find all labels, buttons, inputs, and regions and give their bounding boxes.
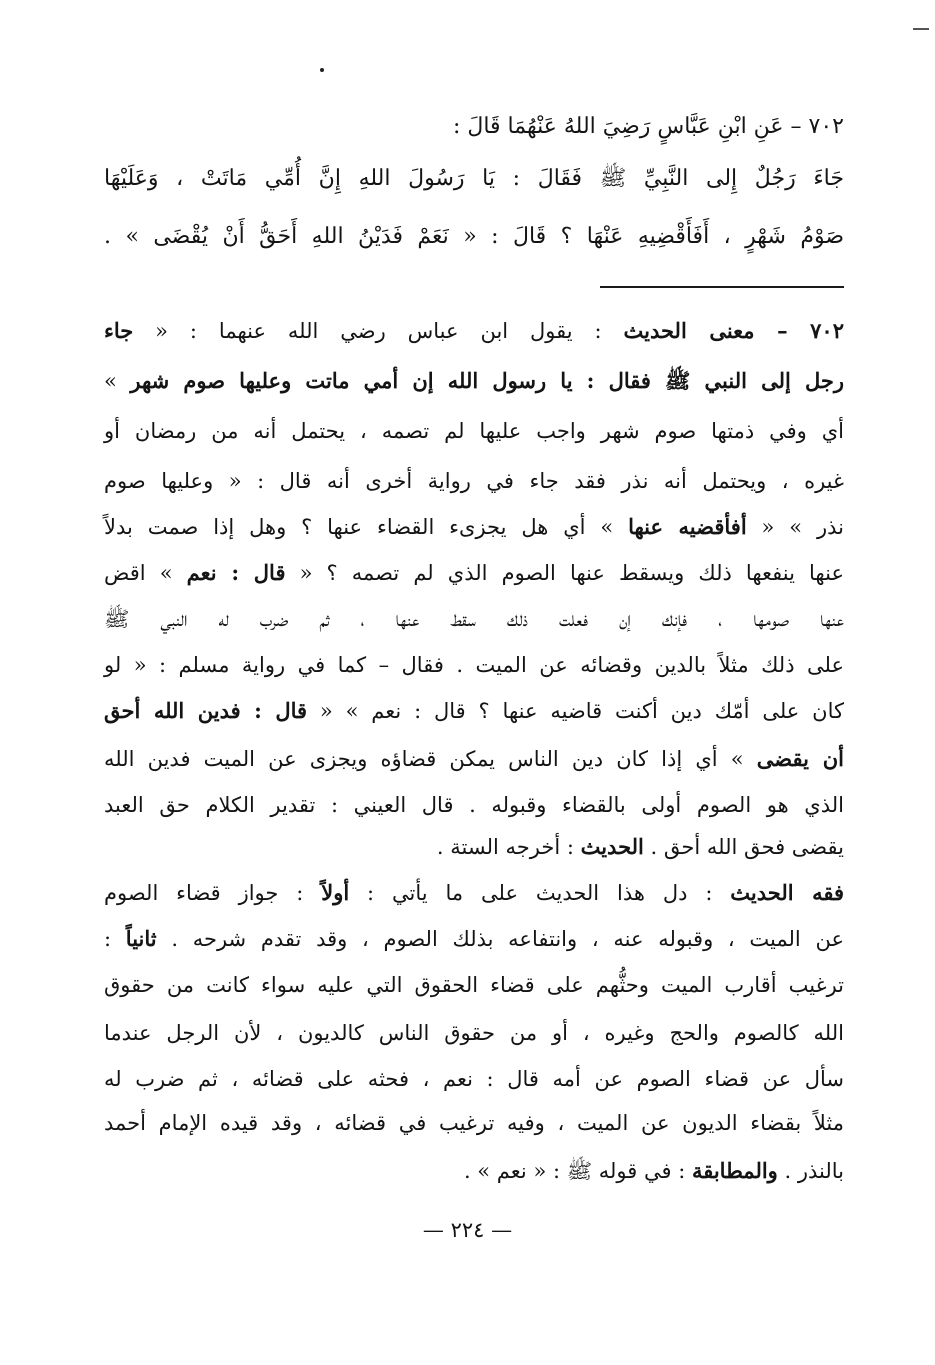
separator-rule [600,286,844,288]
commentary-text: : أخرجه الستة . [436,835,581,859]
commentary-line-3: أي وفي ذمتها صوم شهر واجب عليها لم تصمه ، يحتمل أنه من رمضان أو [104,419,844,443]
quote-bold: أن يقضى [756,746,845,771]
fiqh-line-4: الله كالصوم والحج وغيره ، أو من حقوق الناس كالديون ، لأن الرجل عندما [104,1021,844,1045]
commentary-line-2 [104,366,844,396]
page-number: — ٢٢٤ — [422,1218,513,1242]
fiqh-line-6: مثلاً بقضاء الديون عن الميت ، وفيه ترغيب في قضائه ، وقد قيده الإمام أحمد [104,1111,844,1135]
hadith-line-3: صَوْمُ شَهْرٍ ، أَفَأَقْضِيهِ عَنْهَا ؟ قَالَ : « نَعَمْ فَدَيْنُ اللهِ أَحَقُّ أَنْ يُقْضَى » . [104,224,844,249]
commentary-line-9 [104,696,844,726]
commentary-heading: ٧٠٢ – معنى الحديث [623,318,844,343]
fiqh-text: : جواز قضاء الصوم [104,881,322,905]
commentary-text: نذر » « [746,515,844,539]
commentary-text: : يقول ابن عباس رضي الله عنهما : « [133,319,624,343]
hadith-line-2: جَاءَ رَجُلٌ إِلى النَّبِيِّ ﷺ فَقَالَ : يَا رَسُولَ اللهِ إِنَّ أُمِّي مَاتَتْ ، وَعَلَيْهَا [104,166,844,191]
commentary-text: » أي هل يجزىء القضاء عنها ؟ وهل إذا صمت بدلاً [104,515,629,539]
hadith-line-1: ٧٠٢ – عَنِ ابْنِ عَبَّاسٍ رَضِيَ اللهُ عَنْهُمَا قَالَ : [452,114,844,139]
commentary-line-6 [104,558,844,588]
corner-mark [913,28,929,30]
commentary-line-11: الذي هو الصوم أولى بالقضاء وقبوله . قال العيني : تقدير الكلام حق العبد [104,793,844,817]
fiqh-text: عن الميت ، وقبوله عنه ، وانتفاعه بذلك الصوم ، وقد تقدم شرحه . [156,927,844,951]
fiqh-text: : في قوله ﷺ : « نعم » . [463,1159,692,1183]
quote-bold: قال : نعم [186,560,286,585]
commentary-line-12 [104,832,844,862]
commentary-text: » أي إذا كان دين الناس يمكن قضاؤه ويجزى عن الميت فدين الله [104,747,757,771]
commentary-line-4: غيره ، ويحتمل أنه نذر فقد جاء في رواية أخرى أنه قال : « وعليها صوم [104,469,844,493]
fiqh-text: بالنذر . [777,1159,844,1183]
quote-bold: أفأقضيه عنها [628,514,747,539]
commentary-text: يقضى فحق الله أحق . [643,835,844,859]
fiqh-line-2 [104,924,844,954]
quote-bold: قال : فدين الله أحق [104,698,308,723]
commentary-line-1 [104,316,844,346]
fiqh-line-1 [104,878,844,908]
quote-bold: رجل إلى النبي ﷺ فقال : يا رسول الله إن أمي ماتت وعليها صوم شهر [130,368,844,393]
commentary-text: » اقض [104,561,187,585]
point-label: أولاً [321,880,350,905]
commentary-text: كان على أمّك دين أكنت قاضيه عنها ؟ قال : نعم » « [307,699,844,723]
match-label: والمطابقة [691,1158,778,1183]
commentary-line-8: على ذلك مثلاً بالدين وقضائه عن الميت . فقال – كما في رواية مسلم : « لو [104,653,844,677]
fiqh-line-7 [104,1156,844,1186]
commentary-text: » [104,369,131,393]
commentary-line-5 [104,512,844,542]
ink-dot [320,68,324,72]
point-label: ثانياً [125,926,157,951]
fiqh-text: : دل هذا الحديث على ما يأتي : [349,881,731,905]
fiqh-heading: فقه الحديث [730,880,844,905]
fiqh-line-5: سأل عن قضاء الصوم عن أمه قال : نعم ، فحثه على قضائه ، ثم ضرب له [104,1067,844,1091]
quote-bold: جاء [104,318,134,343]
commentary-line-7: عنها صومها ، فإنك إن فعلت ذلك سقط عنها ، ثم ضرب له النبي ﷺ [104,607,844,631]
source-label: الحديث [580,834,644,859]
commentary-line-10 [104,744,844,774]
commentary-text: عنها ينفعها ذلك ويسقط عنها الصوم الذي لم تصمه ؟ « [285,561,844,585]
fiqh-line-3: ترغيب أقارب الميت وحثُّهم على قضاء الحقوق التي عليه سواء كانت من حقوق [104,973,844,997]
fiqh-text: : [104,927,126,951]
